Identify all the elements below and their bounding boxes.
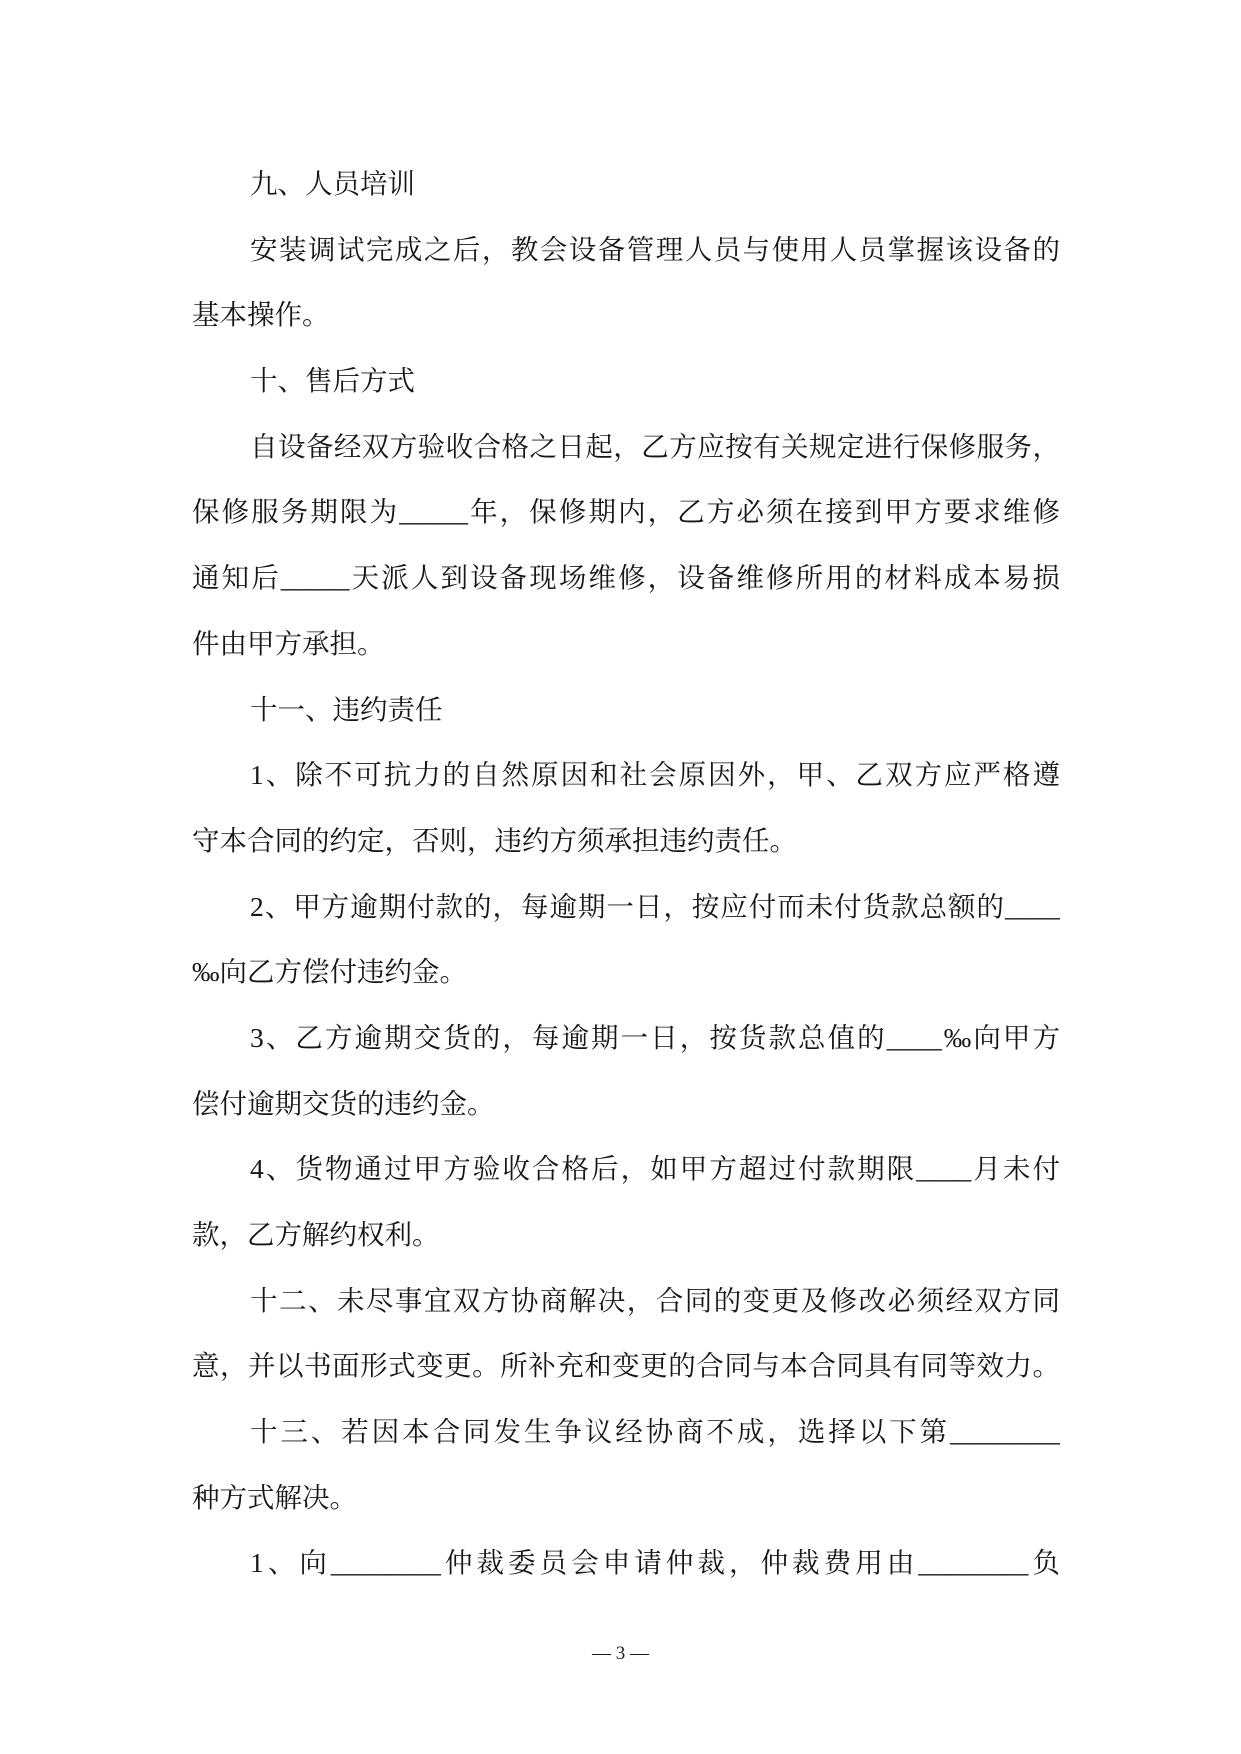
breach-clause-3 bbox=[192, 1005, 1060, 1136]
text-line: 十、售后方式 bbox=[250, 365, 415, 397]
breach-clause-1 bbox=[192, 742, 1060, 873]
section-heading-after-sales bbox=[192, 348, 1060, 414]
clause-thirteen-dispute-resolution bbox=[192, 1399, 1060, 1530]
text-line: 安装调试完成之后，教会设备管理人员与使用人员掌握该设备的 bbox=[250, 233, 1060, 265]
text-line: 意，并以书面形式变更。所补充和变更的合同与本合同具有同等效力。 bbox=[192, 1350, 1060, 1382]
dispute-option-1-arbitration bbox=[192, 1530, 1060, 1596]
text-line: 自设备经双方验收合格之日起，乙方应按有关规定进行保修服务， bbox=[250, 430, 1060, 462]
section-heading-breach-liability bbox=[192, 677, 1060, 743]
text-line: 4、货物通过甲方验收合格后，如甲方超过付款期限____月未付 bbox=[250, 1153, 1060, 1185]
text-line: 1、除不可抗力的自然原因和社会原因外，甲、乙双方应严格遵 bbox=[250, 759, 1060, 791]
text-line: 九、人员培训 bbox=[250, 168, 415, 199]
text-line: 十一、违约责任 bbox=[250, 693, 443, 725]
text-line: 件由甲方承担。 bbox=[192, 627, 385, 659]
text-line: 偿付逾期交货的违约金。 bbox=[192, 1087, 495, 1119]
text-line: 十三、若因本合同发生争议经协商不成，选择以下第________ bbox=[250, 1416, 1060, 1448]
text-line: 通知后_____天派人到设备现场维修，设备维修所用的材料成本易损 bbox=[192, 562, 1060, 594]
text-line: 3、乙方逾期交货的，每逾期一日，按货款总值的____‰向甲方 bbox=[250, 1021, 1060, 1053]
text-line: 款，乙方解约权利。 bbox=[192, 1219, 440, 1250]
text-line: 2、甲方逾期付款的，每逾期一日，按应付而未付货款总额的____ bbox=[250, 890, 1060, 922]
text-line: 1、向________仲裁委员会申请仲裁，仲裁费用由________负 bbox=[250, 1547, 1060, 1579]
text-line: 种方式解决。 bbox=[192, 1481, 357, 1513]
after-sales-clause bbox=[192, 414, 1060, 677]
breach-clause-2 bbox=[192, 874, 1060, 1005]
training-clause bbox=[192, 217, 1060, 348]
text-line: 保修服务期限为_____年，保修期内，乙方必须在接到甲方要求维修 bbox=[192, 496, 1060, 528]
breach-clause-4 bbox=[192, 1136, 1060, 1267]
clause-twelve-unresolved-matters bbox=[192, 1268, 1060, 1399]
section-heading-training bbox=[192, 151, 1060, 217]
page-number: — 3 — bbox=[592, 1643, 649, 1664]
text-line: 守本合同的约定，否则，违约方须承担违约责任。 bbox=[192, 824, 797, 856]
text-line: 十二、未尽事宜双方协商解决，合同的变更及修改必须经双方同 bbox=[250, 1284, 1060, 1316]
text-line: ‰向乙方偿付违约金。 bbox=[192, 956, 467, 988]
document-body bbox=[192, 151, 1060, 1596]
text-line: 基本操作。 bbox=[192, 299, 330, 331]
